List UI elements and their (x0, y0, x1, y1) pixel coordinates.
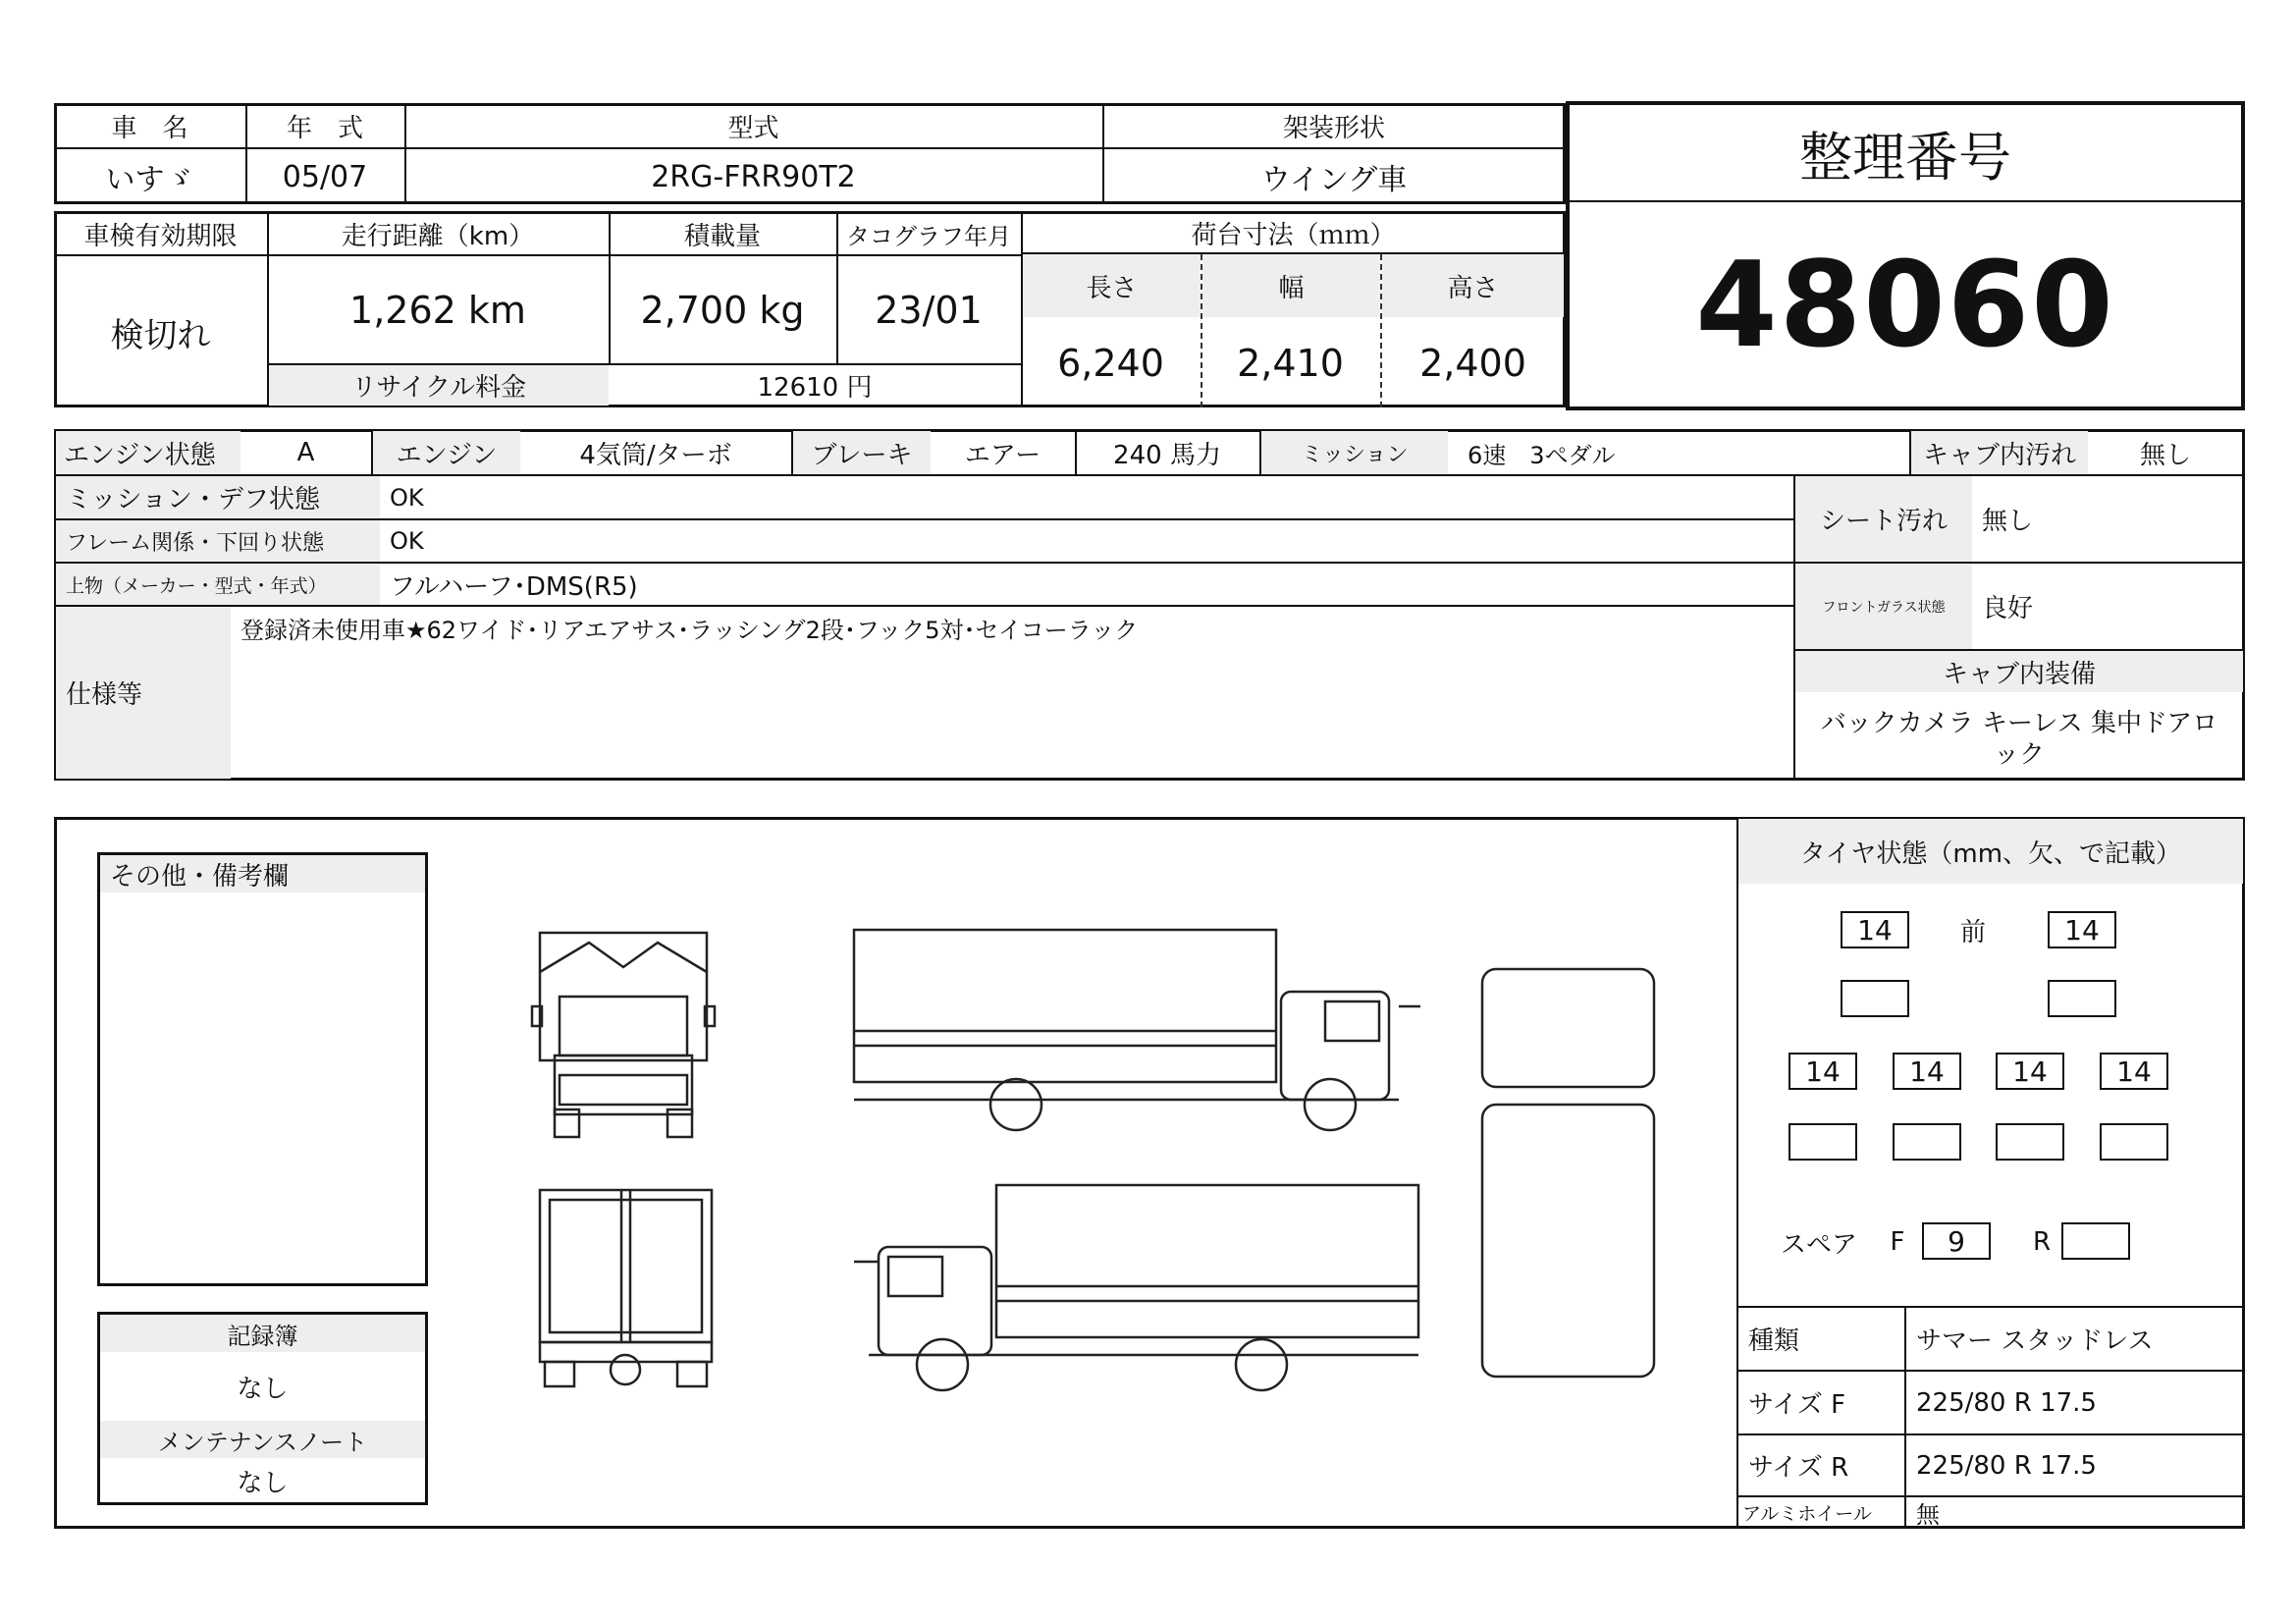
recycle-label: リサイクル料金 (269, 365, 609, 406)
width-value: 2,410 (1237, 342, 1344, 385)
cab-equip-line1: バックカメラ キーレス 集中ドアロ (1820, 708, 2218, 738)
record-label: 記録簿 (100, 1315, 425, 1352)
model: 2RG-FRR90T2 (651, 159, 856, 194)
tacho-value: 23/01 (875, 288, 983, 332)
engine-state: A (296, 438, 315, 467)
tire-front-right-inner (2048, 980, 2116, 1017)
tire-rear-7 (1996, 1123, 2064, 1161)
front-label: 前 (1959, 917, 1986, 947)
maint-label: メンテナンスノート (100, 1421, 425, 1458)
spec: 登録済未使用車★62ワイド･リアエアサス･ラッシング2段･フック5対･セイコーラック (240, 616, 1139, 644)
maint-value: なし (237, 1468, 289, 1498)
seat: 無し (1982, 507, 2034, 536)
spare-f-value: 9 (1922, 1222, 1991, 1260)
other-notes-label: その他・備考欄 (100, 855, 425, 893)
ref-label: 整理番号 (1799, 126, 2011, 189)
truck-left-side-drawing (849, 928, 1428, 1134)
upper-label: 上物（メーカー・型式・年式） (56, 564, 380, 605)
frame-label: フレーム関係・下回り状態 (56, 520, 380, 562)
seat-label: シート汚れ (1795, 476, 1972, 562)
engine: 4気筒/ターボ (579, 440, 732, 470)
car-name-label: 車 名 (111, 114, 188, 143)
tire-size-r-label: サイズ R (1748, 1453, 1849, 1483)
alu-wheel-label: アルミホイール (1742, 1502, 1872, 1525)
cab-dirt-label: キャブ内汚れ (1911, 431, 2088, 474)
recycle-value: 12610 円 (757, 373, 873, 403)
dims-label: 荷台寸法（ｍｍ） (1191, 220, 1396, 250)
tire-front-left: 14 (1841, 911, 1909, 948)
cab-dirt: 無し (2139, 440, 2191, 470)
tire-size-f: 225/80 R 17.5 (1916, 1387, 2097, 1418)
glass-label: フロントガラス状態 (1795, 564, 1972, 649)
mileage-label: 走行距離（km） (341, 221, 535, 251)
upper: フルハーフ･DMS(R5) (390, 571, 638, 602)
load-value: 2,700 kg (640, 288, 805, 332)
tire-rear-4: 14 (2100, 1053, 2168, 1090)
car-name: いすゞ (105, 163, 194, 197)
model-label: 型式 (727, 114, 779, 143)
cab-equip-label: キャブ内装備 (1795, 651, 2243, 692)
tire-size-r: 225/80 R 17.5 (1916, 1450, 2097, 1481)
body-type: ウイング車 (1260, 163, 1408, 197)
diff: OK (390, 483, 424, 512)
tire-type: サマー スタッドレス (1916, 1326, 2154, 1356)
truck-rear-view-drawing (535, 1188, 721, 1389)
spare-label: スペア (1780, 1229, 1857, 1260)
mission: 6速 3ペダル (1468, 441, 1616, 469)
diff-label: ミッション・デフ状態 (56, 476, 380, 518)
glass: 良好 (1982, 594, 2034, 623)
spare-f-label: F (1890, 1227, 1905, 1257)
inspection-label: 車検有効期限 (83, 221, 238, 251)
load-label: 積載量 (683, 221, 761, 251)
truck-right-side-drawing (849, 1183, 1428, 1394)
tire-section-label: タイヤ状態（mm、欠、で記載） (1738, 819, 2243, 884)
tire-front-right: 14 (2048, 911, 2116, 948)
mission-label: ミッション (1261, 431, 1448, 474)
cab-equip-line2: ック (1993, 739, 2045, 770)
other-notes-box (97, 852, 428, 1286)
record-value: なし (237, 1374, 289, 1404)
tire-rear-8 (2100, 1123, 2168, 1161)
spare-r-value (2061, 1222, 2130, 1260)
body-label: 架装形状 (1282, 114, 1385, 143)
horsepower: 240 馬力 (1113, 440, 1221, 470)
ref-number: 48060 (1695, 237, 2115, 374)
tire-size-f-label: サイズ F (1748, 1390, 1846, 1420)
height-label: 高さ (1382, 254, 1564, 317)
spare-r-label: R (2032, 1227, 2052, 1257)
length-label: 長さ (1023, 254, 1201, 317)
mileage-value: 1,262 km (349, 288, 526, 332)
truck-top-view-drawing (1480, 967, 1657, 1380)
inspection-value: 検切れ (110, 315, 211, 355)
width-label: 幅 (1202, 254, 1380, 317)
tire-rear-2: 14 (1893, 1053, 1961, 1090)
truck-front-view-drawing (530, 928, 726, 1139)
spec-label: 仕様等 (56, 607, 231, 779)
tire-rear-5 (1789, 1123, 1857, 1161)
brake-label: ブレーキ (793, 431, 931, 474)
length-value: 6,240 (1057, 342, 1164, 385)
year: 05/07 (282, 159, 368, 194)
tire-rear-3: 14 (1996, 1053, 2064, 1090)
tire-rear-1: 14 (1789, 1053, 1857, 1090)
tire-rear-6 (1893, 1123, 1961, 1161)
engine-label: エンジン (373, 431, 520, 474)
frame: OK (390, 527, 424, 555)
engine-state-label: エンジン状態 (56, 431, 240, 474)
alu-wheel: 無 (1916, 1500, 1940, 1529)
tire-type-label: 種類 (1748, 1326, 1800, 1356)
height-value: 2,400 (1419, 342, 1526, 385)
year-label: 年 式 (286, 114, 363, 143)
tire-front-left-inner (1841, 980, 1909, 1017)
brake: エアー (964, 440, 1041, 470)
tacho-label: タコグラフ年月 (846, 222, 1011, 250)
